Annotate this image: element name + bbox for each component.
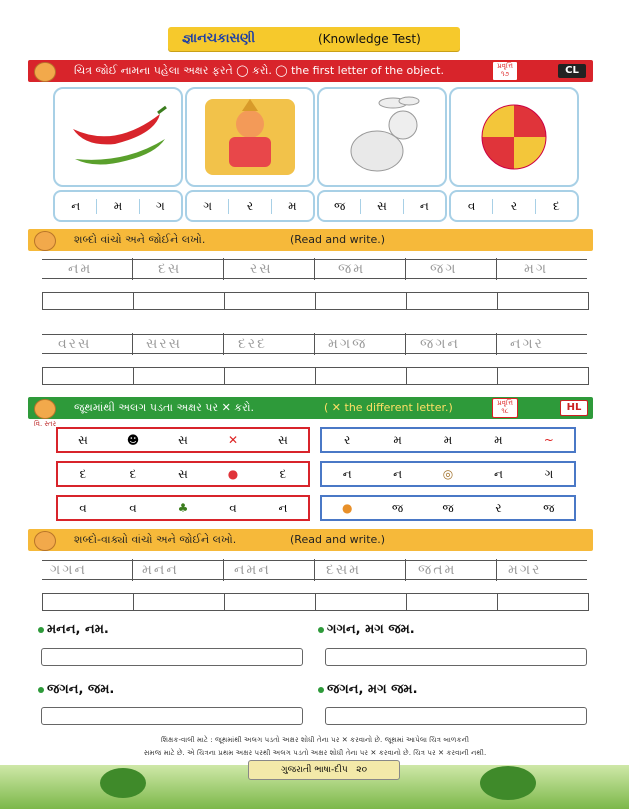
card-image-rabbit — [317, 87, 447, 187]
bullet-icon — [38, 627, 44, 633]
group-letter[interactable]: ર — [344, 432, 351, 447]
letter-option[interactable]: ગ — [187, 199, 229, 214]
section3-bar — [28, 397, 593, 419]
footnote: શિક્ષક-વાલી માટે : જૂથમાંથી અલગ પડતો અક્ષર શોધી તેના પર ✕ કરવાનો છે. જૂથમાં આપેલા ચિત્ર બાળકની સમજ માટે છે. એ ચિત્રના પ્રથમ અક્ષર પરથી અલગ પડતો અક્ષર શોધી તેના પર ✕ કરવાનો છે. ચિત્ર પર ✕ કરવાની નથી. — [143, 735, 487, 757]
card-image-chili — [53, 87, 183, 187]
letter-option[interactable]: ગ — [155, 198, 165, 213]
letter-option[interactable]: ર — [493, 199, 535, 214]
group-letter[interactable]: દ — [279, 466, 287, 481]
sentence-3: જગન, જમ. — [38, 682, 114, 697]
ganesha-icon — [187, 89, 313, 185]
trace-row-2 — [42, 334, 587, 354]
section3-instruction: જૂથમાંથી અલગ પડતા અક્ષર પર ✕ કરો. — [74, 401, 255, 414]
section2-bar — [28, 229, 593, 251]
answer-box-1[interactable] — [41, 648, 303, 666]
group-letter[interactable]: ર — [495, 500, 502, 515]
letter-option[interactable]: ન — [55, 199, 97, 214]
group-letter[interactable]: ન — [342, 466, 352, 481]
trace-word: દરદ — [238, 336, 267, 352]
group-letter[interactable]: સ — [178, 432, 188, 447]
hl-tag: HL — [560, 400, 588, 416]
group-letter[interactable]: ન — [393, 466, 403, 481]
section1-instruction: ચિત્ર જોઈ નામના પહેલા અક્ષર ફરતે ◯ કરો. ◯ the first letter of the object. — [74, 64, 444, 77]
trace-row-1 — [42, 259, 587, 279]
letter-option[interactable]: વ — [451, 199, 493, 214]
group-letter[interactable]: ન — [278, 500, 288, 515]
group-letter[interactable]: દ — [79, 466, 87, 481]
page-number: ૨૦ — [356, 765, 367, 775]
write-row-2[interactable] — [42, 367, 589, 385]
level-corner: વિ. સ્તર — [34, 420, 57, 428]
bullet-icon — [38, 687, 44, 693]
squirrel-icon — [34, 231, 56, 251]
ball-icon — [451, 89, 577, 185]
write-row-1[interactable] — [42, 292, 589, 310]
group-right-1 — [320, 427, 576, 453]
title-gujarati: જ્ઞાનચકાસણી — [182, 31, 256, 46]
chili-peppers-icon — [55, 89, 181, 185]
section3-english: ( ✕ the different letter.) — [324, 401, 453, 414]
letter-choices-rabbit — [317, 190, 447, 222]
squirrel-icon — [34, 531, 56, 551]
trace-word: રસ — [250, 261, 273, 277]
sentence-2: ગગન, મગ જમ. — [318, 622, 415, 637]
answer-box-3[interactable] — [41, 707, 303, 725]
trace-word: જગન — [420, 336, 460, 352]
letter-option[interactable]: ર — [229, 199, 271, 214]
group-letter[interactable]: મ — [494, 432, 503, 447]
letter-option[interactable]: મ — [97, 199, 139, 214]
trace-word: મગજ — [328, 336, 368, 352]
letter-option[interactable]: મ — [288, 198, 297, 213]
group-right-3 — [320, 495, 576, 521]
trace-row-3 — [42, 560, 587, 580]
group-letter[interactable]: મ — [393, 432, 402, 447]
trace-word: દસમ — [326, 562, 362, 578]
section4-bar — [28, 529, 593, 551]
group-letter[interactable]: ● — [227, 467, 239, 481]
letter-choices-ball — [449, 190, 579, 222]
group-letter[interactable]: ● — [341, 501, 353, 515]
trace-word: વરસ — [58, 336, 92, 352]
section4-instruction: શબ્દો-વાક્યો વાંચો અને જોઈને લખો. — [74, 533, 237, 546]
letter-option[interactable]: ન — [419, 198, 429, 213]
group-letter[interactable]: ગ — [544, 466, 554, 481]
trace-word: નગર — [510, 336, 544, 352]
bullet-icon — [318, 687, 324, 693]
squirrel-icon — [34, 62, 56, 82]
letter-option[interactable]: સ — [361, 199, 403, 214]
trace-word: નમ — [68, 261, 93, 277]
sentence-1: મનન, નમ. — [38, 622, 109, 637]
letter-choices-chili — [53, 190, 183, 222]
trace-word: ગગન — [50, 562, 87, 578]
trace-word: જમ — [338, 261, 366, 277]
group-letter[interactable]: સ — [178, 466, 188, 481]
trace-word: જગ — [430, 261, 458, 277]
group-letter[interactable]: ~ — [543, 433, 554, 447]
group-letter[interactable]: વ — [129, 500, 137, 515]
group-letter[interactable]: દ — [129, 466, 137, 481]
trace-word: સરસ — [146, 336, 182, 352]
card-image-ball — [449, 87, 579, 187]
section4-english: (Read and write.) — [290, 533, 386, 546]
squirrel-icon — [34, 399, 56, 419]
trace-word: દસ — [158, 261, 182, 277]
group-letter[interactable]: ☻ — [126, 433, 140, 447]
group-left-3 — [56, 495, 310, 521]
sentence-4: જગન, મગ જમ. — [318, 682, 418, 697]
bullet-icon — [318, 627, 324, 633]
group-right-2 — [320, 461, 576, 487]
group-letter[interactable]: જ — [442, 500, 454, 515]
answer-box-4[interactable] — [325, 707, 587, 725]
group-letter[interactable]: ન — [493, 466, 503, 481]
group-letter[interactable]: ◎ — [442, 467, 454, 481]
group-letter[interactable]: ✕ — [227, 433, 239, 447]
answer-box-2[interactable] — [325, 648, 587, 666]
letter-option[interactable]: દ — [552, 198, 560, 213]
section2-english: (Read and write.) — [290, 233, 386, 246]
tree-icon — [100, 768, 146, 798]
footer-label: ગુજરાતી ભાષા-દીપ ૨૦ — [248, 760, 400, 780]
section1-bar — [28, 60, 593, 82]
activity-badge-17: પ્રવૃત્તિ ૧૭ — [492, 61, 518, 81]
group-letter[interactable]: વ — [229, 500, 237, 515]
group-letter[interactable]: વ — [79, 500, 87, 515]
card-image-ganesha — [185, 87, 315, 187]
trace-word: મનન — [142, 562, 179, 578]
group-left-1 — [56, 427, 310, 453]
group-letter[interactable]: સ — [78, 432, 88, 447]
title-english: (Knowledge Test) — [318, 32, 421, 46]
group-letter[interactable]: ♣ — [177, 501, 189, 515]
group-letter[interactable]: જ — [391, 500, 404, 515]
trace-word: મગ — [524, 261, 549, 277]
write-row-3[interactable] — [42, 593, 589, 611]
trace-word: જતમ — [418, 562, 457, 578]
letter-choices-ganesha — [185, 190, 315, 222]
group-letter[interactable]: સ — [278, 432, 288, 447]
trace-word: નમન — [234, 562, 271, 578]
tree-icon — [480, 766, 536, 800]
activity-badge-18: પ્રવૃત્તિ ૧૮ — [492, 398, 518, 418]
rabbit-icon — [319, 89, 445, 185]
group-letter[interactable]: મ — [443, 432, 453, 447]
section2-instruction: શબ્દો વાંચો અને જોઈને લખો. — [74, 233, 206, 246]
letter-option[interactable]: જ — [319, 199, 361, 214]
cl-tag: CL — [558, 64, 586, 78]
group-left-2 — [56, 461, 310, 487]
trace-word: મગર — [508, 562, 542, 578]
group-letter[interactable]: જ — [543, 500, 555, 515]
